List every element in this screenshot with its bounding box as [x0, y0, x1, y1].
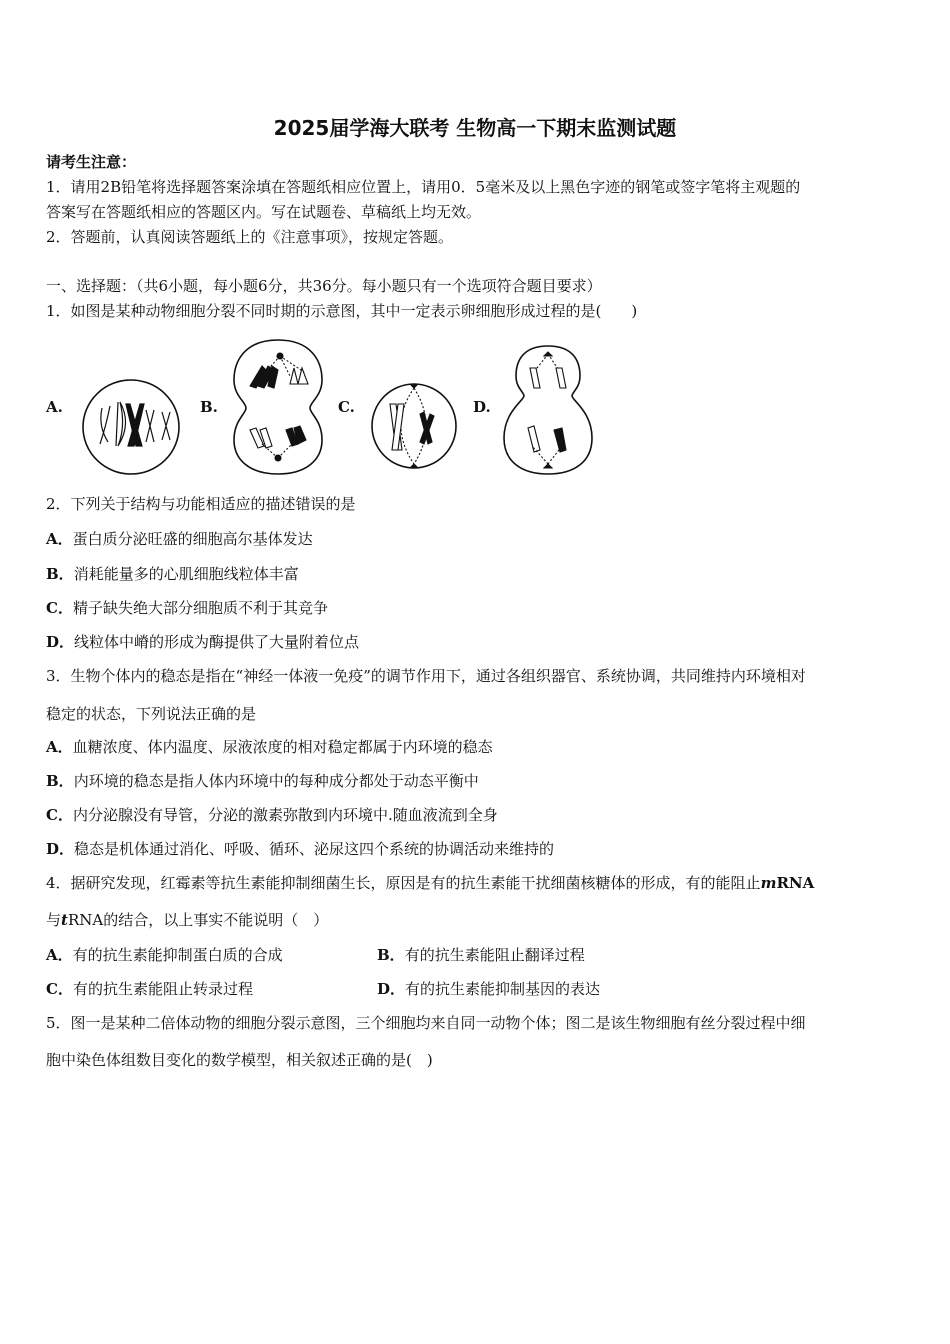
- option-text: 线粒体中嵴的形成为酶提供了大量附着位点: [74, 633, 360, 651]
- q3-stem-line-2: 稳定的状态，下列说法正确的是: [46, 705, 257, 723]
- option-text: 蛋白质分泌旺盛的细胞高尔基体发达: [72, 530, 313, 548]
- q1-cell-b-figure: [232, 336, 324, 478]
- q4-option-d[interactable]: [377, 979, 600, 999]
- option-text: 有的抗生素能阻止转录过程: [72, 980, 253, 998]
- option-letter: A．: [46, 738, 73, 756]
- option-letter: D．: [377, 980, 406, 998]
- q2-option-d[interactable]: [46, 632, 359, 652]
- q4-stem-line-2: [46, 910, 328, 930]
- option-letter: A．: [46, 530, 73, 548]
- option-text: 精子缺失绝大部分细胞质不利于其竞争: [72, 599, 328, 617]
- q3-stem-line-1: 3．生物个体内的稳态是指在“神经一体液一免疫”的调节作用下，通过各组织器官、系统协调，共同维持内环境相对: [46, 667, 806, 685]
- q2-option-c[interactable]: [46, 598, 328, 618]
- option-letter: A．: [46, 946, 73, 964]
- q1-cell-d-figure: [502, 342, 594, 478]
- option-text: 消耗能量多的心肌细胞线粒体丰富: [73, 565, 299, 583]
- q1-figure-label-c: C.: [338, 398, 355, 416]
- q2-stem: 2．下列关于结构与功能相适应的描述错误的是: [46, 495, 356, 513]
- option-letter: D．: [46, 633, 75, 651]
- q4-stem-t: t: [61, 911, 68, 929]
- option-letter: C．: [46, 980, 73, 998]
- notice-item-1-line-1: 1．请用2B铅笔将选择题答案涂填在答题纸相应位置上，请用0．5毫米及以上黑色字迹的钢笔或签字笔将主观题的: [46, 178, 801, 196]
- notice-heading: 请考生注意：: [46, 153, 137, 171]
- section-1-heading: 一、选择题：（共6小题，每小题6分，共36分。每小题只有一个选项符合题目要求）: [46, 277, 602, 295]
- q4-stem-text: 与: [46, 911, 62, 929]
- q4-option-a[interactable]: [46, 945, 283, 965]
- q4-stem-text: RNA的结合，以上事实不能说明（ ）: [67, 911, 329, 929]
- q4-option-b[interactable]: [377, 945, 585, 965]
- q2-option-b[interactable]: [46, 564, 299, 584]
- q4-stem-text: 4．据研究发现，红霉素等抗生素能抑制细菌生长，原因是有的抗生素能干扰细菌核糖体的形成，有的能阻止: [46, 874, 761, 892]
- option-text: 内分泌腺没有导管，分泌的激素弥散到内环境中.随血液流到全身: [72, 806, 498, 824]
- q1-figure-label-d: D.: [473, 398, 491, 416]
- option-letter: B．: [46, 772, 74, 790]
- q3-option-c[interactable]: [46, 805, 498, 825]
- option-text: 血糖浓度、体内温度、尿液浓度的相对稳定都属于内环境的稳态: [72, 738, 493, 756]
- page-title: 2025届学海大联考 生物高一下期末监测试题: [273, 116, 677, 140]
- option-text: 有的抗生素能阻止翻译过程: [404, 946, 585, 964]
- option-text: 有的抗生素能抑制蛋白质的合成: [72, 946, 283, 964]
- q1-figure-label-a: A.: [46, 398, 63, 416]
- q4-stem-line-1: [46, 873, 814, 893]
- q1-figure-label-b: B.: [200, 398, 218, 416]
- q2-option-a[interactable]: [46, 529, 313, 549]
- q1-stem: 1．如图是某种动物细胞分裂不同时期的示意图，其中一定表示卵细胞形成过程的是( ): [46, 302, 638, 320]
- q1-cell-a-figure: [80, 378, 184, 478]
- q4-option-c[interactable]: [46, 979, 253, 999]
- option-letter: B．: [46, 565, 74, 583]
- notice-item-1-line-2: 答案写在答题纸相应的答题区内。写在试题卷、草稿纸上均无效。: [46, 203, 482, 221]
- option-text: 内环境的稳态是指人体内环境中的每种成分都处于动态平衡中: [73, 772, 479, 790]
- notice-item-2: 2．答题前，认真阅读答题纸上的《注意事项》，按规定答题。: [46, 228, 454, 246]
- option-letter: D．: [46, 840, 75, 858]
- q4-stem-m: m: [760, 874, 777, 892]
- q3-option-b[interactable]: [46, 771, 479, 791]
- q3-option-d[interactable]: [46, 839, 554, 859]
- option-letter: C．: [46, 806, 73, 824]
- q5-stem-line-1: 5．图一是某种二倍体动物的细胞分裂示意图，三个细胞均来自同一动物个体；图二是该生物细胞有丝分裂过程中细: [46, 1014, 806, 1032]
- option-text: 稳态是机体通过消化、呼吸、循环、泌尿这四个系统的协调活动来维持的: [74, 840, 555, 858]
- q5-stem-line-2: 胞中染色体组数目变化的数学模型，相关叙述正确的是( ): [46, 1051, 433, 1069]
- option-letter: B．: [377, 946, 405, 964]
- q1-cell-c-figure: [368, 380, 460, 472]
- option-text: 有的抗生素能抑制基因的表达: [405, 980, 601, 998]
- q4-stem-rna: RNA: [776, 874, 815, 892]
- q3-option-a[interactable]: [46, 737, 493, 757]
- option-letter: C．: [46, 599, 73, 617]
